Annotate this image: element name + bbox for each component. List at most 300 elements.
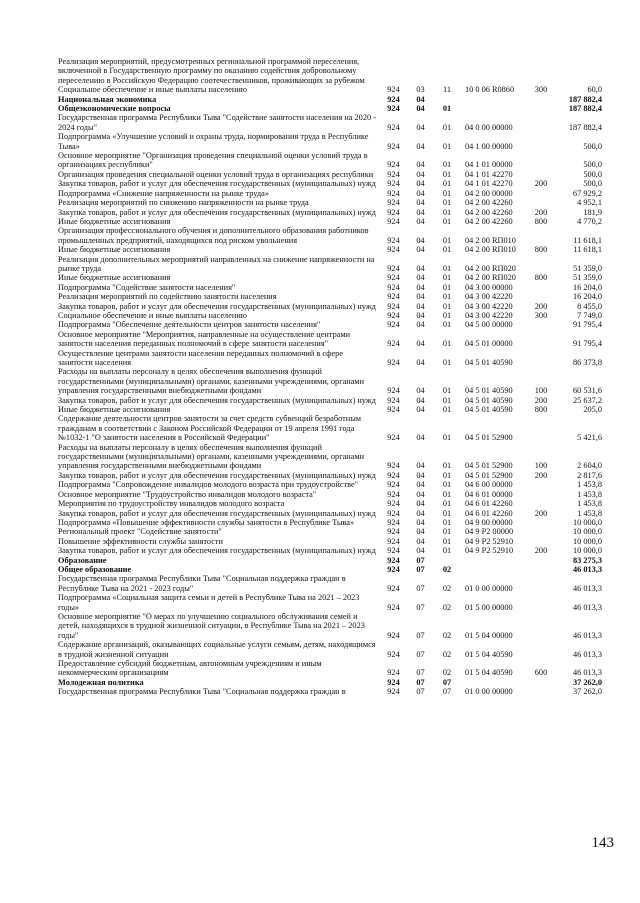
row-amount: 2 817,6 <box>577 470 602 480</box>
row-subsection: 01 <box>442 216 452 226</box>
row-name: Закупка товаров, работ и услуг для обеспечения государственных (муниципальных) нужд <box>58 470 376 480</box>
row-name: Подпрограмма «Социальная защита семьи и детей в Республике Тыва на 2021 – 2023 годы» <box>58 593 360 612</box>
row-grbs: 924 <box>387 245 400 255</box>
row-target-article: 04 5 01 52900 <box>465 470 513 480</box>
row-section: 04 <box>416 339 425 349</box>
row-subsection: 01 <box>442 536 452 546</box>
row-name: Основное мероприятие "О мерах по улучшению социального обслуживания семей и детей, находящихся в трудной жизненной ситуации, в Республике Тыва на 2021 – 2023 годы" <box>58 611 365 640</box>
row-expense-type: 800 <box>534 216 548 226</box>
row-amount: 11 618,1 <box>573 235 602 245</box>
row-section: 07 <box>416 630 425 640</box>
table-row <box>58 659 606 678</box>
row-subsection: 01 <box>442 263 452 273</box>
row-grbs: 924 <box>387 141 400 151</box>
row-subsection: 01 <box>442 198 452 208</box>
row-grbs: 924 <box>387 546 400 556</box>
row-amount: 1 453,8 <box>577 480 602 490</box>
row-section: 04 <box>416 122 425 132</box>
row-target-article: 04 0 00 00000 <box>465 122 513 132</box>
row-amount: 46 013,3 <box>572 564 602 574</box>
row-target-article: 04 3 00 42220 <box>465 301 513 311</box>
row-amount: 1 453,8 <box>577 499 602 509</box>
row-name: Содержание организаций, оказывающих социальные услуги семьям, детям, находящимся в трудной жизненной ситуации <box>58 640 376 659</box>
row-grbs: 924 <box>387 273 400 283</box>
row-subsection: 01 <box>442 188 452 198</box>
row-name: Осуществление центрами занятости населения переданных полномочий в сфере занятости населения <box>58 348 343 367</box>
row-grbs: 924 <box>387 433 400 443</box>
row-name: Общее образование <box>58 564 132 574</box>
table-row <box>58 480 606 489</box>
row-amount: 187 882,4 <box>568 94 602 104</box>
row-target-article: 04 9 P2 00000 <box>465 527 514 537</box>
table-row <box>58 330 606 349</box>
row-subsection: 01 <box>442 207 452 217</box>
table-row <box>58 518 606 527</box>
row-section: 04 <box>416 245 425 255</box>
row-target-article: 04 1 00 00000 <box>465 141 513 151</box>
row-grbs: 924 <box>387 517 400 527</box>
row-amount: 60 531,6 <box>572 386 602 396</box>
row-name: Расходы на выплаты персоналу в целях обеспечения выполнения функций государственными (муниципальными) органами, казенными учреждениями, органами управления государственными внебюджетными фондами <box>58 367 365 396</box>
row-subsection: 01 <box>442 395 452 405</box>
row-amount: 5 421,6 <box>577 433 602 443</box>
row-name: Образование <box>58 555 107 565</box>
row-target-article: 01 5 04 40590 <box>465 649 513 659</box>
row-amount: 500,0 <box>583 160 602 170</box>
table-row <box>58 490 606 499</box>
row-name: Закупка товаров, работ и услуг для обеспечения государственных (муниципальных) нужд <box>58 179 376 189</box>
row-section: 04 <box>416 141 425 151</box>
row-subsection: 01 <box>442 179 452 189</box>
row-subsection: 01 <box>442 527 452 537</box>
row-amount: 91 795,4 <box>572 320 602 330</box>
row-subsection: 01 <box>442 480 452 490</box>
table-row <box>58 85 606 94</box>
row-target-article: 04 5 01 40590 <box>465 386 513 396</box>
row-name: Иные бюджетные ассигнования <box>58 273 171 283</box>
row-name: Предоставление субсидий бюджетным, автономным учреждениям и иным некоммерческим организациям <box>58 659 322 678</box>
row-name: Социальное обеспечение и иные выплаты населению <box>58 85 247 95</box>
row-section: 04 <box>416 433 425 443</box>
row-grbs: 924 <box>387 310 400 320</box>
row-amount: 91 795,4 <box>572 339 602 349</box>
row-target-article: 04 1 01 00000 <box>465 160 513 170</box>
table-row <box>58 302 606 311</box>
row-name: Основное мероприятие "Организация проведения специальной оценки условий труда в организациях республики" <box>58 151 368 170</box>
row-name: Закупка товаров, работ и услуг для обеспечения государственных (муниципальных) нужд <box>58 546 376 556</box>
row-section: 07 <box>416 649 425 659</box>
row-expense-type: 800 <box>534 273 548 283</box>
budget-table <box>58 57 606 697</box>
table-row <box>58 273 606 282</box>
row-amount: 10 000,0 <box>572 527 602 537</box>
row-grbs: 924 <box>387 583 400 593</box>
row-grbs: 924 <box>387 235 400 245</box>
row-amount: 51 359,0 <box>572 273 602 283</box>
row-section: 04 <box>416 395 425 405</box>
row-subsection: 01 <box>442 273 452 283</box>
table-row <box>58 396 606 405</box>
row-target-article: 04 3 00 00000 <box>465 282 513 292</box>
row-amount: 4 770,2 <box>577 216 602 226</box>
row-section: 07 <box>416 687 425 697</box>
table-row <box>58 405 606 414</box>
row-subsection: 01 <box>442 245 452 255</box>
row-amount: 16 204,0 <box>572 282 602 292</box>
row-section: 04 <box>416 104 425 114</box>
row-target-article: 01 5 04 00000 <box>465 630 513 640</box>
row-subsection: 01 <box>442 169 452 179</box>
row-subsection: 01 <box>442 160 452 170</box>
row-section: 04 <box>416 188 425 198</box>
row-subsection: 01 <box>442 470 452 480</box>
table-row <box>58 471 606 480</box>
row-amount: 10 000,0 <box>572 536 602 546</box>
row-expense-type: 300 <box>534 85 548 95</box>
row-subsection: 01 <box>442 499 452 509</box>
row-name: Социальное обеспечение и иные выплаты населению <box>58 310 247 320</box>
row-target-article: 04 6 00 00000 <box>465 480 513 490</box>
row-grbs: 924 <box>387 470 400 480</box>
row-subsection: 02 <box>442 564 452 574</box>
table-row <box>58 198 606 207</box>
row-section: 04 <box>416 169 425 179</box>
row-section: 07 <box>416 555 425 565</box>
row-section: 04 <box>416 292 425 302</box>
row-grbs: 924 <box>387 263 400 273</box>
row-amount: 86 373,8 <box>572 358 602 367</box>
row-subsection: 01 <box>442 461 452 471</box>
row-target-article: 10 0 06 R0860 <box>465 85 515 95</box>
table-row <box>58 132 606 151</box>
table-row <box>58 527 606 536</box>
row-expense-type: 800 <box>534 245 548 255</box>
row-subsection: 01 <box>442 339 452 349</box>
row-subsection: 02 <box>442 583 452 593</box>
table-row <box>58 95 606 104</box>
table-row <box>58 565 606 574</box>
row-expense-type: 200 <box>534 546 548 556</box>
table-row <box>58 311 606 320</box>
row-grbs: 924 <box>387 386 400 396</box>
table-row <box>58 208 606 217</box>
row-name: Реализация мероприятий, предусмотренных региональной программой переселения, включенной в Государственную программу по оказанию содействия добровольному переселению в Российскую Федерацию соотечественников, проживающих за рубежом <box>58 57 365 85</box>
row-name: Иные бюджетные ассигнования <box>58 405 171 415</box>
row-section: 04 <box>416 546 425 556</box>
row-section: 07 <box>416 602 425 612</box>
row-target-article: 04 6 01 00000 <box>465 489 513 499</box>
row-subsection: 01 <box>442 358 452 367</box>
row-grbs: 924 <box>387 179 400 189</box>
table-row <box>58 226 606 245</box>
row-target-article: 04 5 01 52900 <box>465 433 513 443</box>
row-amount: 8 455,0 <box>577 301 602 311</box>
row-subsection: 01 <box>442 433 452 443</box>
row-name: Государственная программа Республики Тыва "Содействие занятости населения на 2020 - 2024 годы" <box>58 113 376 132</box>
row-subsection: 01 <box>442 141 452 151</box>
row-target-article: 04 2 00 00000 <box>465 188 513 198</box>
row-name: Государственная программа Республики Тыва "Социальная поддержка граждан в Республике Тыва на 2021 - 2023 годы" <box>58 574 346 593</box>
table-row <box>58 113 606 132</box>
table-row <box>58 320 606 329</box>
row-grbs: 924 <box>387 188 400 198</box>
row-name: Повышение эффективности службы занятости <box>58 536 223 546</box>
row-subsection: 01 <box>442 104 452 114</box>
table-row <box>58 640 606 659</box>
row-grbs: 924 <box>387 649 400 659</box>
row-subsection: 02 <box>442 649 452 659</box>
row-expense-type: 200 <box>534 179 548 189</box>
row-name: Подпрограмма "Сопровождение инвалидов молодого возраста при трудоустройстве" <box>58 480 359 490</box>
row-target-article: 04 2 00 RП010 <box>465 245 516 255</box>
row-name: Закупка товаров, работ и услуг для обеспечения государственных (муниципальных) нужд <box>58 207 376 217</box>
row-grbs: 924 <box>387 630 400 640</box>
row-expense-type: 200 <box>534 508 548 518</box>
table-row <box>58 217 606 226</box>
row-section: 07 <box>416 583 425 593</box>
table-row <box>58 546 606 555</box>
row-name: Реализация дополнительных мероприятий направленных на снижение напряженности на рынке труда <box>58 254 375 273</box>
row-grbs: 924 <box>387 527 400 537</box>
row-target-article: 04 1 01 42270 <box>465 179 513 189</box>
row-target-article: 01 0 00 00000 <box>465 583 513 593</box>
row-target-article: 04 5 01 00000 <box>465 339 513 349</box>
row-amount: 4 952,1 <box>577 198 602 208</box>
table-row <box>58 245 606 254</box>
row-target-article: 04 6 01 42260 <box>465 499 513 509</box>
row-target-article: 01 0 00 00000 <box>465 687 513 697</box>
table-row <box>58 687 606 696</box>
row-amount: 10 000,0 <box>572 546 602 556</box>
row-amount: 187 882,4 <box>568 122 602 132</box>
row-grbs: 924 <box>387 564 400 574</box>
table-row <box>58 678 606 687</box>
row-target-article: 04 5 01 40590 <box>465 395 513 405</box>
table-row <box>58 593 606 612</box>
row-amount: 1 453,8 <box>577 508 602 518</box>
row-grbs: 924 <box>387 160 400 170</box>
row-section: 04 <box>416 499 425 509</box>
row-subsection: 01 <box>442 301 452 311</box>
row-grbs: 924 <box>387 499 400 509</box>
row-grbs: 924 <box>387 169 400 179</box>
row-amount: 10 000,0 <box>572 517 602 527</box>
row-name: Организация проведения специальной оценки условий труда в организациях республики <box>58 169 374 179</box>
row-subsection: 01 <box>442 235 452 245</box>
row-subsection: 01 <box>442 546 452 556</box>
row-name: Реализация мероприятий по содействию занятости населения <box>58 292 277 302</box>
row-section: 04 <box>416 310 425 320</box>
row-name: Государственная программа Республики Тыва "Социальная поддержка граждан в <box>58 687 346 697</box>
row-amount: 51 359,0 <box>572 263 602 273</box>
row-target-article: 04 3 00 42220 <box>465 310 513 320</box>
row-name: Общеэкономические вопросы <box>58 104 171 114</box>
row-target-article: 04 2 00 42260 <box>465 216 513 226</box>
row-amount: 181,9 <box>583 207 602 217</box>
row-amount: 500,0 <box>583 179 602 189</box>
row-section: 07 <box>416 564 425 574</box>
row-target-article: 04 2 00 RП010 <box>465 235 516 245</box>
row-grbs: 924 <box>387 480 400 490</box>
row-amount: 46 013,3 <box>572 649 602 659</box>
row-subsection: 07 <box>442 687 452 697</box>
row-subsection: 01 <box>442 405 452 415</box>
table-row <box>58 414 606 442</box>
row-section: 04 <box>416 235 425 245</box>
row-section: 04 <box>416 273 425 283</box>
row-amount: 500,0 <box>583 169 602 179</box>
row-section: 04 <box>416 263 425 273</box>
table-row <box>58 170 606 179</box>
row-section: 03 <box>416 85 425 95</box>
row-amount: 37 262,0 <box>572 677 602 687</box>
row-subsection: 01 <box>442 292 452 302</box>
table-row <box>58 179 606 188</box>
table-row <box>58 509 606 518</box>
row-section: 04 <box>416 470 425 480</box>
row-grbs: 924 <box>387 216 400 226</box>
row-grbs: 924 <box>387 602 400 612</box>
row-grbs: 924 <box>387 122 400 132</box>
row-target-article: 04 9 00 00000 <box>465 517 513 527</box>
row-name: Основное мероприятие "Трудоустройство инвалидов молодого возраста" <box>58 489 317 499</box>
page-number: 143 <box>591 835 614 851</box>
row-section: 04 <box>416 536 425 546</box>
table-row <box>58 189 606 198</box>
table-row <box>58 151 606 170</box>
row-target-article: 01 5 00 00000 <box>465 602 513 612</box>
row-section: 04 <box>416 282 425 292</box>
row-name: Иные бюджетные ассигнования <box>58 245 171 255</box>
row-section: 04 <box>416 94 425 104</box>
row-expense-type: 600 <box>534 668 548 678</box>
row-name: Закупка товаров, работ и услуг для обеспечения государственных (муниципальных) нужд <box>58 301 376 311</box>
row-name: Национальная экономика <box>58 94 157 104</box>
row-amount: 46 013,3 <box>572 602 602 612</box>
row-grbs: 924 <box>387 282 400 292</box>
row-grbs: 924 <box>387 104 400 114</box>
row-amount: 500,0 <box>583 141 602 151</box>
row-target-article: 04 5 01 52900 <box>465 461 513 471</box>
table-row <box>58 104 606 113</box>
row-grbs: 924 <box>387 461 400 471</box>
row-target-article: 04 9 P2 52910 <box>465 536 514 546</box>
row-target-article: 04 3 00 42220 <box>465 292 513 302</box>
row-amount: 11 618,1 <box>573 245 602 255</box>
row-target-article: 04 2 00 RП020 <box>465 273 516 283</box>
row-amount: 37 262,0 <box>572 687 602 697</box>
table-row <box>58 255 606 274</box>
row-name: Закупка товаров, работ и услуг для обеспечения государственных (муниципальных) нужд <box>58 395 376 405</box>
row-amount: 46 013,3 <box>572 583 602 593</box>
row-name: Закупка товаров, работ и услуг для обеспечения государственных (муниципальных) нужд <box>58 508 376 518</box>
table-row <box>58 367 606 395</box>
row-amount: 2 604,0 <box>577 461 602 471</box>
row-subsection: 02 <box>442 668 452 678</box>
row-amount: 7 749,0 <box>577 310 602 320</box>
row-subsection: 02 <box>442 630 452 640</box>
row-amount: 83 275,3 <box>572 555 602 565</box>
row-expense-type: 200 <box>534 395 548 405</box>
row-expense-type: 200 <box>534 301 548 311</box>
row-name: Содержание деятельности центров занятости за счет средств субвенций безработным гражданам в соответствии с Законом Российской Федерации от 19 апреля 1991 года №1032-1 "О занятости населения в Российской Федерации" <box>58 414 362 443</box>
row-target-article: 04 5 01 40590 <box>465 358 513 367</box>
row-name: Реализация мероприятий по снижению напряженности на рынке труда <box>58 198 309 208</box>
row-section: 04 <box>416 216 425 226</box>
row-grbs: 924 <box>387 687 400 697</box>
row-subsection: 01 <box>442 386 452 396</box>
table-row <box>58 443 606 471</box>
row-section: 04 <box>416 517 425 527</box>
row-amount: 205,0 <box>583 405 602 415</box>
row-grbs: 924 <box>387 677 400 687</box>
row-amount: 16 204,0 <box>572 292 602 302</box>
row-subsection: 01 <box>442 517 452 527</box>
row-expense-type: 800 <box>534 405 548 415</box>
row-section: 04 <box>416 198 425 208</box>
row-grbs: 924 <box>387 292 400 302</box>
row-name: Подпрограмма "Обеспечение деятельности центров занятости населения" <box>58 320 321 330</box>
row-target-article: 04 5 00 00000 <box>465 320 513 330</box>
row-grbs: 924 <box>387 198 400 208</box>
row-section: 07 <box>416 668 425 678</box>
row-target-article: 04 2 00 42260 <box>465 207 513 217</box>
row-subsection: 01 <box>442 282 452 292</box>
row-grbs: 924 <box>387 207 400 217</box>
row-target-article: 04 1 01 42270 <box>465 169 513 179</box>
row-section: 04 <box>416 358 425 367</box>
row-target-article: 04 2 00 RП020 <box>465 263 516 273</box>
row-amount: 67 929,2 <box>572 188 602 198</box>
row-grbs: 924 <box>387 301 400 311</box>
row-grbs: 924 <box>387 508 400 518</box>
row-grbs: 924 <box>387 358 400 367</box>
row-amount: 46 013,3 <box>572 668 602 678</box>
row-expense-type: 100 <box>534 461 548 471</box>
row-name: Мероприятия по трудоустройству инвалидов молодого возраста <box>58 499 285 509</box>
row-name: Основное мероприятие "Мероприятия, направленные на осуществление центрами занятости населения переданных полномочий в сфере занятости населения" <box>58 329 351 349</box>
row-target-article: 04 6 01 42260 <box>465 508 513 518</box>
row-section: 04 <box>416 301 425 311</box>
row-name: Подпрограмма "Содействие занятости населения" <box>58 282 236 292</box>
row-grbs: 924 <box>387 339 400 349</box>
row-amount: 25 637,2 <box>572 395 602 405</box>
row-name: Расходы на выплаты персоналу в целях обеспечения выполнения функций государственными (муниципальными) органами, казенными учреждениями, органами управления государственными внебюджетными фондами <box>58 442 365 471</box>
row-section: 04 <box>416 405 425 415</box>
row-subsection: 11 <box>443 85 451 95</box>
row-section: 04 <box>416 527 425 537</box>
row-subsection: 07 <box>442 677 452 687</box>
row-grbs: 924 <box>387 489 400 499</box>
table-row <box>58 57 606 85</box>
row-subsection: 01 <box>442 122 452 132</box>
row-expense-type: 300 <box>534 310 548 320</box>
row-expense-type: 200 <box>534 207 548 217</box>
row-section: 04 <box>416 207 425 217</box>
row-amount: 1 453,8 <box>577 489 602 499</box>
row-grbs: 924 <box>387 405 400 415</box>
row-target-article: 04 5 01 40590 <box>465 405 513 415</box>
row-subsection: 01 <box>442 508 452 518</box>
row-name: Иные бюджетные ассигнования <box>58 216 171 226</box>
row-name: Региональный проект "Содействие занятости" <box>58 527 222 537</box>
row-section: 04 <box>416 480 425 490</box>
row-grbs: 924 <box>387 320 400 330</box>
row-target-article: 04 9 P2 52910 <box>465 546 514 556</box>
row-amount: 46 013,3 <box>572 630 602 640</box>
row-section: 04 <box>416 320 425 330</box>
table-row <box>58 499 606 508</box>
